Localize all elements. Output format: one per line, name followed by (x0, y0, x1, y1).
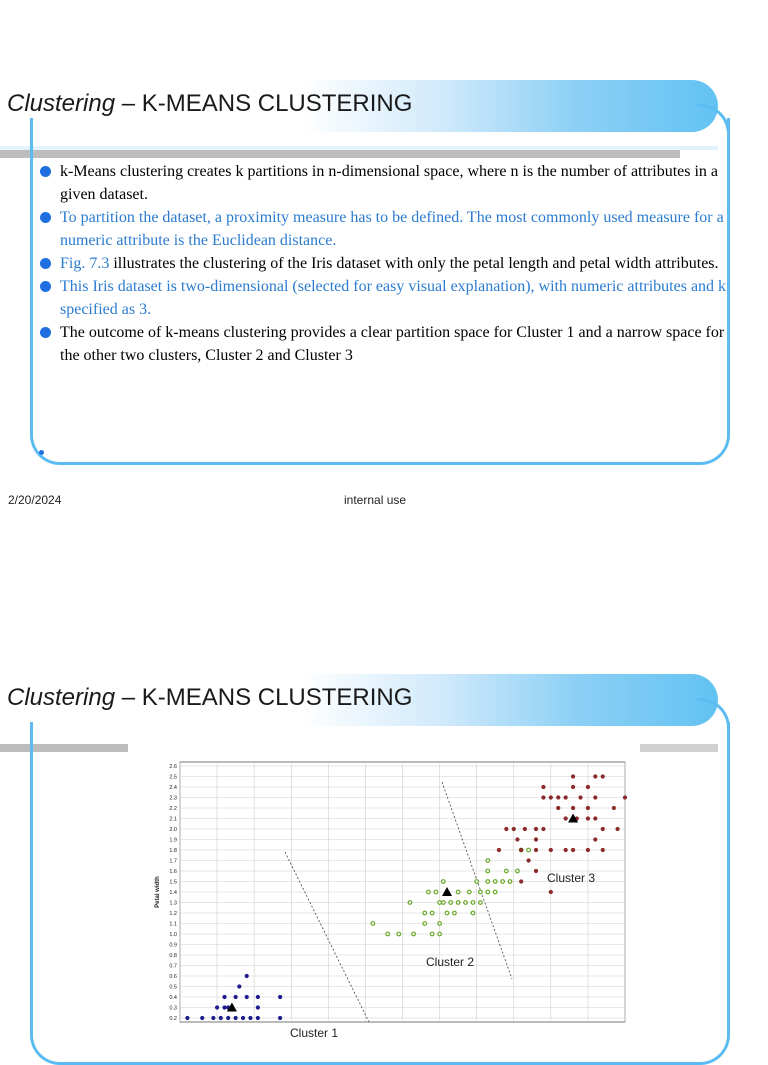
data-point (615, 827, 619, 831)
bullet-item (40, 206, 730, 252)
data-point (234, 1016, 238, 1020)
y-tick-label: 1.9 (169, 837, 177, 844)
data-point (434, 890, 438, 894)
y-tick-label: 0.2 (169, 1016, 177, 1022)
data-point (438, 901, 442, 905)
data-point (515, 837, 519, 841)
data-point (479, 901, 483, 905)
data-point (471, 901, 475, 905)
data-point (453, 911, 457, 915)
bullet-icon (40, 258, 51, 269)
data-point (234, 995, 238, 999)
y-tick-label: 1.7 (169, 858, 177, 865)
data-point (571, 785, 575, 789)
data-point (586, 848, 590, 852)
bullet-text: To partition the dataset, a proximity measure has to be defined. The most commonly used measure for a numeric attribute is the Euclidean distance. (60, 209, 724, 249)
data-point (486, 869, 490, 873)
data-point (222, 1005, 226, 1009)
y-tick-label: 1.5 (169, 879, 177, 886)
data-point (397, 932, 401, 936)
data-point (408, 901, 412, 905)
data-point (571, 774, 575, 778)
bullet-icon (40, 212, 51, 223)
data-point (445, 911, 449, 915)
slide-title (7, 684, 412, 712)
y-tick-label: 0.3 (169, 1005, 177, 1012)
data-point (549, 848, 553, 852)
data-point (475, 880, 479, 884)
bullet-text: This Iris dataset is two-dimensional (selected for easy visual explanation), with numeric attributes and k specified as 3. (60, 278, 727, 318)
data-point (456, 901, 460, 905)
y-tick-label: 0.7 (169, 963, 177, 970)
data-point (593, 837, 597, 841)
data-point (497, 848, 501, 852)
data-point (371, 922, 375, 926)
y-tick-label: 1.0 (169, 932, 177, 938)
data-point (549, 795, 553, 799)
data-point (278, 1016, 282, 1020)
data-point (467, 890, 471, 894)
bullet-text: The outcome of k-means clustering provides a clear partition space for Cluster 1 and a narrow space for the other two clusters, Cluster 2 and Cluster 3 (60, 324, 725, 364)
title-rest: – K-MEANS CLUSTERING (115, 90, 413, 117)
data-point (248, 1016, 252, 1020)
data-point (219, 1016, 223, 1020)
data-point (423, 922, 427, 926)
data-point (564, 816, 568, 820)
bullet-text: illustrates the clustering of the Iris dataset with only the petal length and petal width attributes. (109, 255, 719, 272)
y-tick-label: 2.5 (169, 774, 177, 781)
data-point (471, 911, 475, 915)
data-point (534, 848, 538, 852)
data-point (534, 869, 538, 873)
bullet-item (40, 275, 730, 321)
data-point (601, 848, 605, 852)
bullet-item (40, 321, 730, 367)
title-italic: Clustering (7, 684, 116, 711)
data-point (564, 795, 568, 799)
data-point (516, 869, 520, 873)
data-point (586, 806, 590, 810)
bullet-item (40, 160, 730, 206)
y-tick-label: 0.5 (169, 984, 177, 991)
data-point (241, 1016, 245, 1020)
data-point (211, 1016, 215, 1020)
data-point (245, 974, 249, 978)
data-point (237, 984, 241, 988)
title-italic: Clustering (7, 90, 116, 117)
y-tick-label: 1.8 (169, 848, 177, 854)
data-point (456, 890, 460, 894)
data-point (386, 932, 390, 936)
data-point (586, 816, 590, 820)
y-tick-label: 0.4 (169, 995, 177, 1001)
slide-1 (0, 0, 768, 512)
empty-bullet-icon (39, 450, 44, 455)
data-point (464, 901, 468, 905)
data-point (486, 859, 490, 863)
y-tick-label: 2.1 (169, 816, 177, 823)
y-tick-label: 1.2 (169, 911, 177, 917)
slide-2 (0, 512, 768, 1040)
y-tick-label: 0.9 (169, 942, 177, 949)
data-point (427, 890, 431, 894)
y-tick-label: 2.2 (169, 806, 177, 812)
data-point (501, 880, 505, 884)
y-tick-label: 1.1 (169, 921, 177, 928)
data-point (593, 816, 597, 820)
data-point (601, 827, 605, 831)
data-point (200, 1016, 204, 1020)
data-point (556, 806, 560, 810)
data-point (549, 890, 553, 894)
y-tick-label: 0.8 (169, 953, 177, 959)
y-tick-label: 1.3 (169, 900, 177, 907)
y-tick-label: 2.3 (169, 795, 177, 802)
title-rest: – K-MEANS CLUSTERING (115, 684, 413, 711)
data-point (564, 848, 568, 852)
data-point (505, 869, 509, 873)
bullet-icon (40, 166, 51, 177)
bullet-text: k-Means clustering creates k partitions in n-dimensional space, where n is the number of attributes in a given dataset. (60, 163, 719, 203)
data-point (578, 795, 582, 799)
y-axis-label: Petal width (155, 876, 161, 908)
y-tick-label: 0.6 (169, 974, 177, 980)
data-point (222, 995, 226, 999)
data-point (519, 879, 523, 883)
bullet-icon (40, 327, 51, 338)
footer-date: 2/20/2024 (8, 493, 62, 507)
data-point (519, 848, 523, 852)
data-point (493, 890, 497, 894)
cluster-label: Cluster 2 (426, 955, 475, 969)
data-point (441, 880, 445, 884)
bullet-item (40, 252, 730, 275)
data-point (556, 795, 560, 799)
data-point (571, 806, 575, 810)
data-point (534, 827, 538, 831)
data-point (527, 848, 531, 852)
data-point (430, 932, 434, 936)
data-point (534, 837, 538, 841)
data-point (571, 848, 575, 852)
bullet-icon (40, 281, 51, 292)
data-point (185, 1016, 189, 1020)
slide-title (7, 90, 412, 118)
y-tick-label: 1.6 (169, 869, 177, 875)
data-point (423, 911, 427, 915)
data-point (449, 901, 453, 905)
cluster-label: Cluster 3 (547, 871, 596, 885)
data-point (512, 827, 516, 831)
data-point (526, 858, 530, 862)
data-point (623, 795, 627, 799)
data-point (612, 806, 616, 810)
data-point (256, 1005, 260, 1009)
y-tick-label: 1.4 (169, 890, 177, 896)
data-point (504, 827, 508, 831)
data-point (541, 785, 545, 789)
data-point (601, 774, 605, 778)
data-point (256, 1016, 260, 1020)
data-point (226, 1016, 230, 1020)
data-point (215, 1005, 219, 1009)
footer-label: internal use (344, 493, 407, 507)
y-tick-label: 2.6 (169, 764, 177, 770)
data-point (278, 995, 282, 999)
data-point (493, 880, 497, 884)
data-point (593, 774, 597, 778)
data-point (438, 922, 442, 926)
data-point (256, 995, 260, 999)
data-point (593, 795, 597, 799)
data-point (430, 911, 434, 915)
bullet-list (40, 160, 730, 367)
cluster-label: Cluster 1 (290, 1026, 339, 1040)
data-point (586, 785, 590, 789)
data-point (441, 901, 445, 905)
data-point (412, 932, 416, 936)
data-point (523, 827, 527, 831)
data-point (438, 932, 442, 936)
data-point (486, 890, 490, 894)
scatter-chart (145, 752, 630, 1040)
data-point (508, 880, 512, 884)
data-point (245, 995, 249, 999)
data-point (541, 795, 545, 799)
y-tick-label: 2.0 (169, 827, 177, 833)
data-point (486, 880, 490, 884)
data-point (541, 827, 545, 831)
figure-link[interactable]: Fig. 7.3 (60, 255, 110, 272)
data-point (479, 890, 483, 894)
y-tick-label: 2.4 (169, 785, 177, 791)
